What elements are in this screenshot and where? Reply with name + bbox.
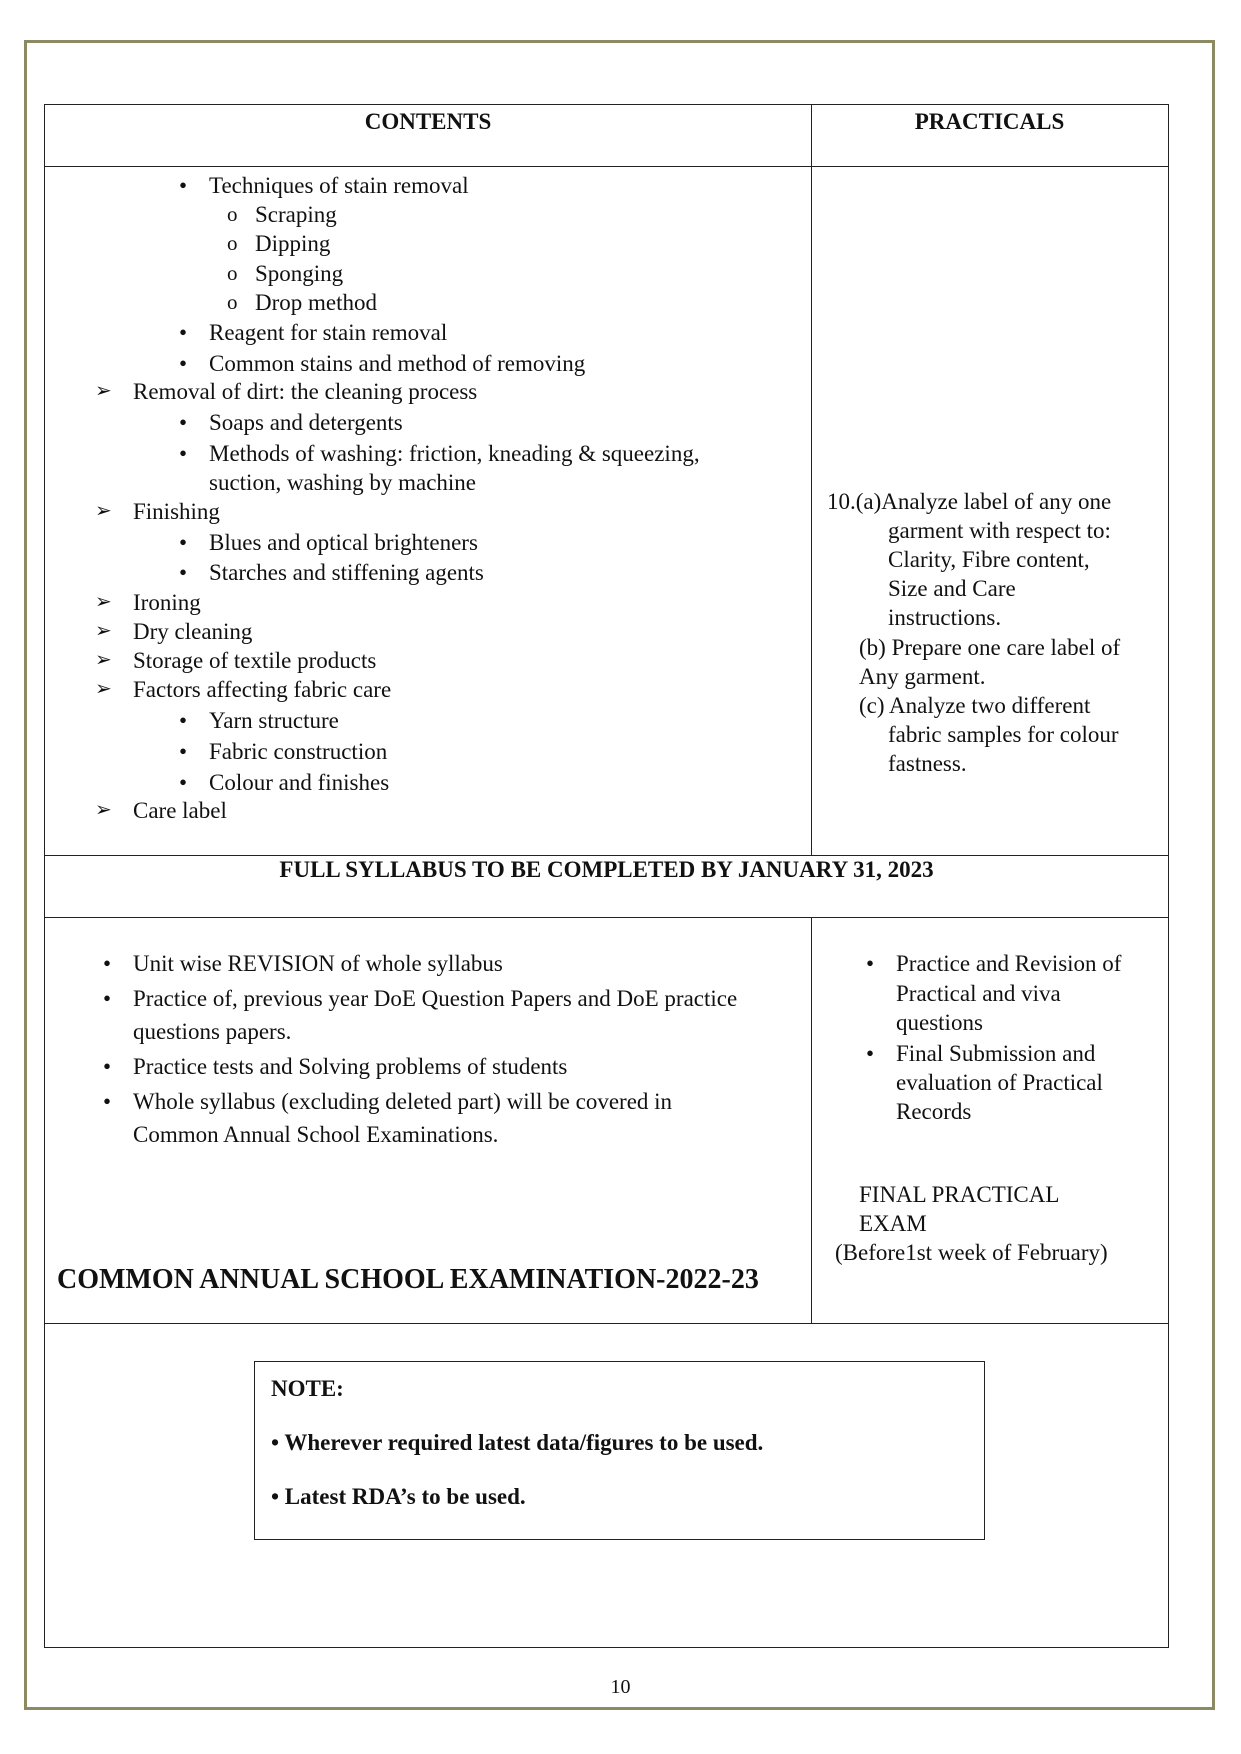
practical-line: garment with respect to: (888, 518, 1111, 543)
section1-practicals (811, 167, 1168, 855)
list-item: • Techniques of stain removal (209, 171, 469, 200)
list-item: ➢ Removal of dirt: the cleaning process (133, 377, 477, 406)
full-syllabus-banner: FULL SYLLABUS TO BE COMPLETED BY JANUARY 31, 2023 (279, 857, 934, 882)
list-item: o Drop method (255, 288, 377, 317)
section2-practicals (811, 918, 1168, 1323)
list-item: o Scraping (255, 200, 337, 229)
section2-row (44, 917, 1169, 1324)
list-item: ➢ Care label (133, 796, 227, 825)
final-exam-line: EXAM (859, 1211, 927, 1236)
list-item: • Yarn structure (209, 706, 339, 735)
practical-item: • Final Submission and (896, 1039, 1095, 1068)
practical-line: instructions. (888, 605, 1002, 630)
practical-line: fastness. (888, 751, 967, 776)
list-item: • Reagent for stain removal (209, 318, 447, 347)
practical-line: (c) Analyze two different (859, 693, 1091, 718)
note-heading: NOTE: (271, 1376, 344, 1401)
practical-line: evaluation of Practical (896, 1070, 1103, 1095)
contents-header: CONTENTS (364, 109, 492, 134)
list-item: • Practice of, previous year DoE Question Papers and DoE practice (133, 984, 737, 1013)
section1-contents (45, 167, 811, 855)
note-point: • Latest RDA’s to be used. (271, 1484, 526, 1509)
list-item: • Starches and stiffening agents (209, 558, 484, 587)
practical-line: 10.(a)Analyze label of any one (827, 489, 1112, 514)
list-item: ➢ Dry cleaning (133, 617, 252, 646)
list-item: • Soaps and detergents (209, 408, 403, 437)
practicals-header: PRACTICALS (914, 109, 1065, 134)
list-item: ➢ Storage of textile products (133, 646, 376, 675)
list-item-continuation: questions papers. (133, 1019, 292, 1044)
list-item: o Dipping (255, 229, 330, 258)
list-item: ➢ Factors affecting fabric care (133, 675, 391, 704)
practical-line: Clarity, Fibre content, (888, 547, 1090, 572)
note-point: • Wherever required latest data/figures to be used. (271, 1430, 764, 1455)
list-item: • Unit wise REVISION of whole syllabus (133, 949, 503, 978)
practical-item: • Practice and Revision of (896, 949, 1121, 978)
list-item: • Blues and optical brighteners (209, 528, 478, 557)
section2-contents (45, 918, 811, 1323)
list-item: • Methods of washing: friction, kneading & squeezing, (209, 439, 700, 468)
list-item: • Fabric construction (209, 737, 387, 766)
final-exam-line: FINAL PRACTICAL (859, 1182, 1060, 1207)
final-exam-line: (Before1st week of February) (835, 1240, 1108, 1265)
practical-line: (b) Prepare one care label of (859, 635, 1121, 660)
list-item-continuation: Common Annual School Examinations. (133, 1122, 499, 1147)
list-item: • Colour and finishes (209, 768, 389, 797)
full-syllabus-row (44, 855, 1169, 918)
practical-line: questions (896, 1010, 983, 1035)
list-item: ➢ Ironing (133, 588, 201, 617)
exam-title: COMMON ANNUAL SCHOOL EXAMINATION-2022-23 (57, 1264, 759, 1295)
practical-line: Practical and viva (896, 981, 1061, 1006)
list-item: ➢ Finishing (133, 497, 220, 526)
page-number: 10 (610, 1676, 631, 1698)
practical-line: Any garment. (859, 664, 986, 689)
header-row (44, 104, 1169, 167)
practical-line: Size and Care (888, 576, 1016, 601)
practical-line: Records (896, 1099, 972, 1124)
list-item-continuation: suction, washing by machine (209, 470, 477, 495)
practical-line: fabric samples for colour (888, 722, 1119, 747)
list-item: • Common stains and method of removing (209, 349, 585, 378)
note-box (254, 1361, 985, 1540)
list-item: • Practice tests and Solving problems of students (133, 1052, 567, 1081)
list-item: • Whole syllabus (excluding deleted part) will be covered in (133, 1087, 672, 1116)
list-item: o Sponging (255, 259, 343, 288)
section1-row (44, 166, 1169, 856)
